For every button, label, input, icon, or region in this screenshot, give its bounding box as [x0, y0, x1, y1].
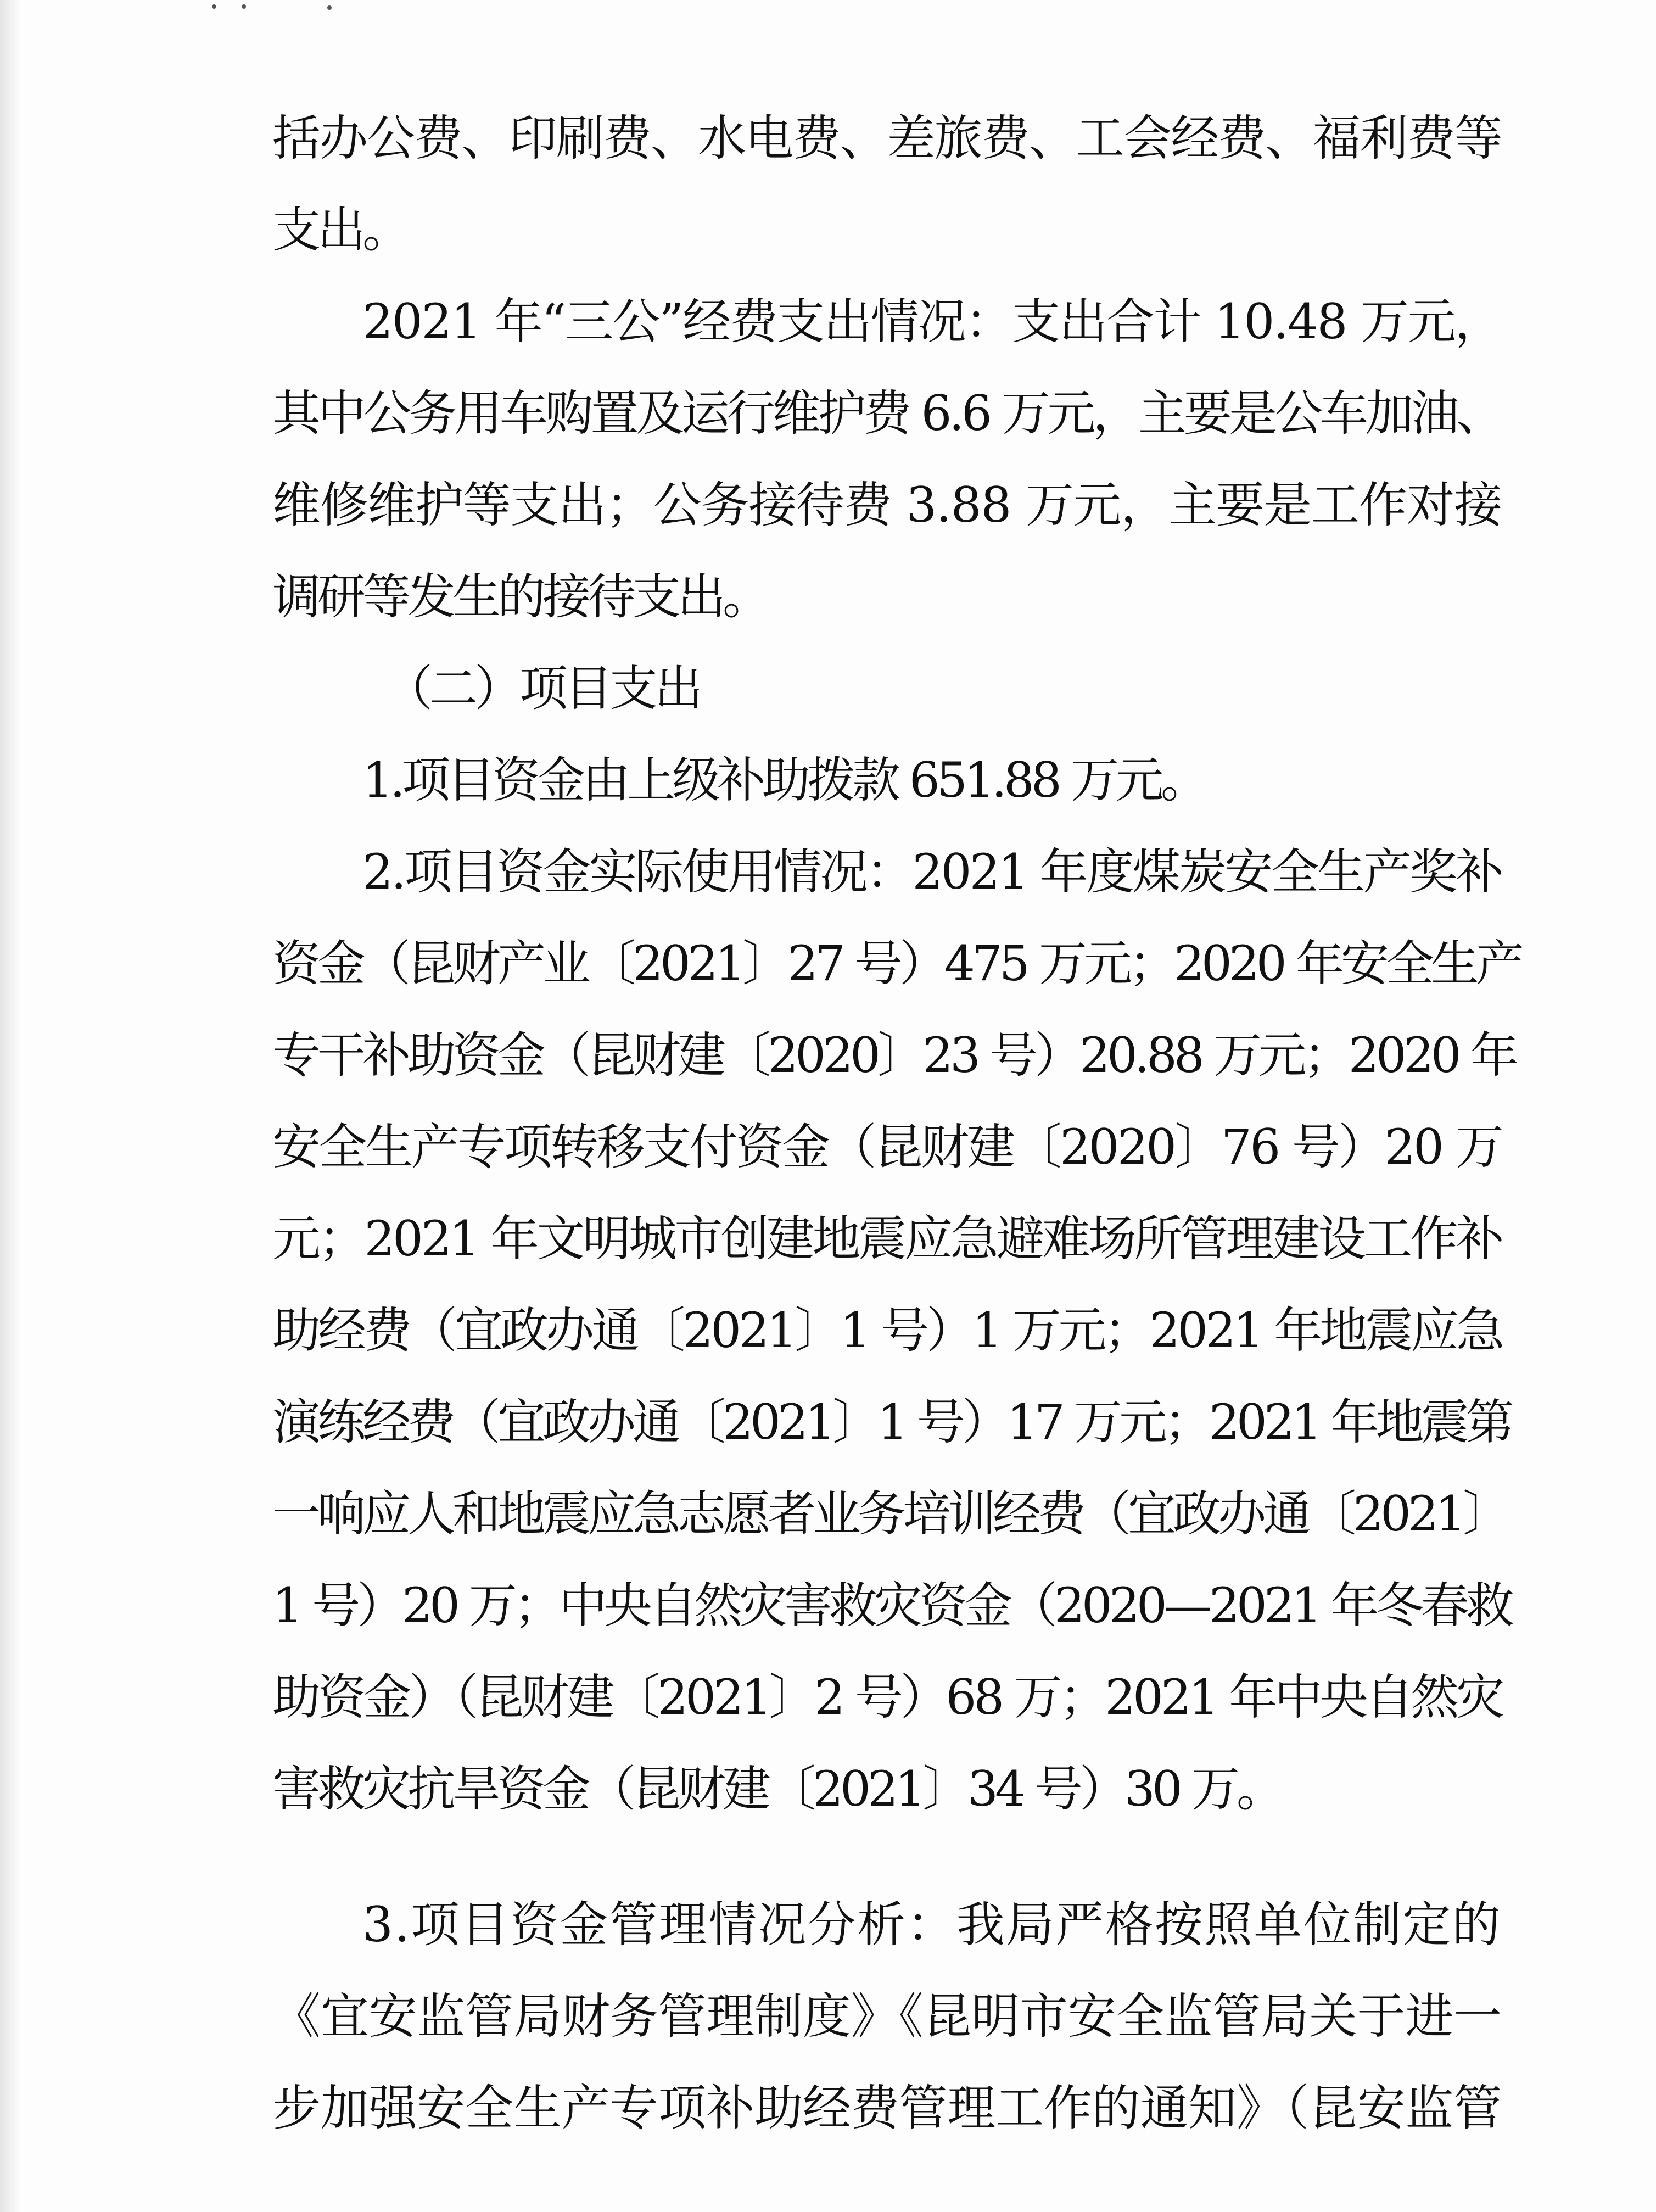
text-line: 专干补助资金（昆财建〔2020〕23 号）20.88 万元；2020 年: [272, 1027, 1515, 1083]
text-line: 资金（昆财产业〔2021〕27 号）475 万元；2020 年安全生产: [272, 935, 1521, 992]
scan-speck: [327, 5, 332, 10]
text-line: 《宜安监管局财务管理制度》《昆明市安全监管局关于进一: [272, 1988, 1502, 2045]
text-line: 维修维护等支出；公务接待费 3.88 万元，主要是工作对接: [272, 477, 1502, 533]
text-line: 其中公务用车购置及运行维护费 6.6 万元，主要是公车加油、: [272, 385, 1502, 442]
text-line: 元；2021 年文明城市创建地震应急避难场所管理建设工作补: [272, 1210, 1502, 1267]
scan-edge-shadow: [0, 0, 21, 2212]
text-line: 演练经费（宜政办通〔2021〕1 号）17 万元；2021 年地震第: [272, 1394, 1511, 1450]
text-line: 助经费（宜政办通〔2021〕1 号）1 万元；2021 年地震应急: [272, 1302, 1502, 1359]
text-line: 3.项目资金管理情况分析：我局严格按照单位制定的: [362, 1896, 1502, 1953]
text-line: 1.项目资金由上级补助拨款 651.88 万元。: [362, 752, 1206, 808]
text-line: 支出。: [272, 202, 408, 258]
text-line: 一响应人和地震应急志愿者业务培训经费（宜政办通〔2021〕: [272, 1485, 1508, 1542]
scan-speck: [212, 4, 216, 9]
text-line: 2021 年“三公”经费支出情况：支出合计 10.48 万元，: [362, 293, 1502, 350]
text-line: 2.项目资金实际使用情况：2021 年度煤炭安全生产奖补: [362, 844, 1502, 900]
text-line: 步加强安全生产专项补助经费管理工作的通知》（昆安监管: [272, 2080, 1502, 2136]
scan-speck: [242, 4, 246, 9]
text-line: 括办公费、印刷费、水电费、差旅费、工会经费、福利费等: [272, 110, 1502, 166]
section-heading: （二）项目支出: [384, 660, 700, 717]
text-line: 调研等发生的接待支出。: [272, 568, 768, 625]
text-line: 害救灾抗旱资金（昆财建〔2021〕34 号）30 万。: [272, 1761, 1282, 1817]
text-line: 助资金）（昆财建〔2021〕2 号）68 万；2021 年中央自然灾: [272, 1669, 1502, 1725]
text-line: 安全生产专项转移支付资金（昆财建〔2020〕76 号）20 万: [272, 1119, 1502, 1175]
text-line: 1 号）20 万；中央自然灾害救灾资金（2020—2021 年冬春救: [272, 1577, 1511, 1634]
